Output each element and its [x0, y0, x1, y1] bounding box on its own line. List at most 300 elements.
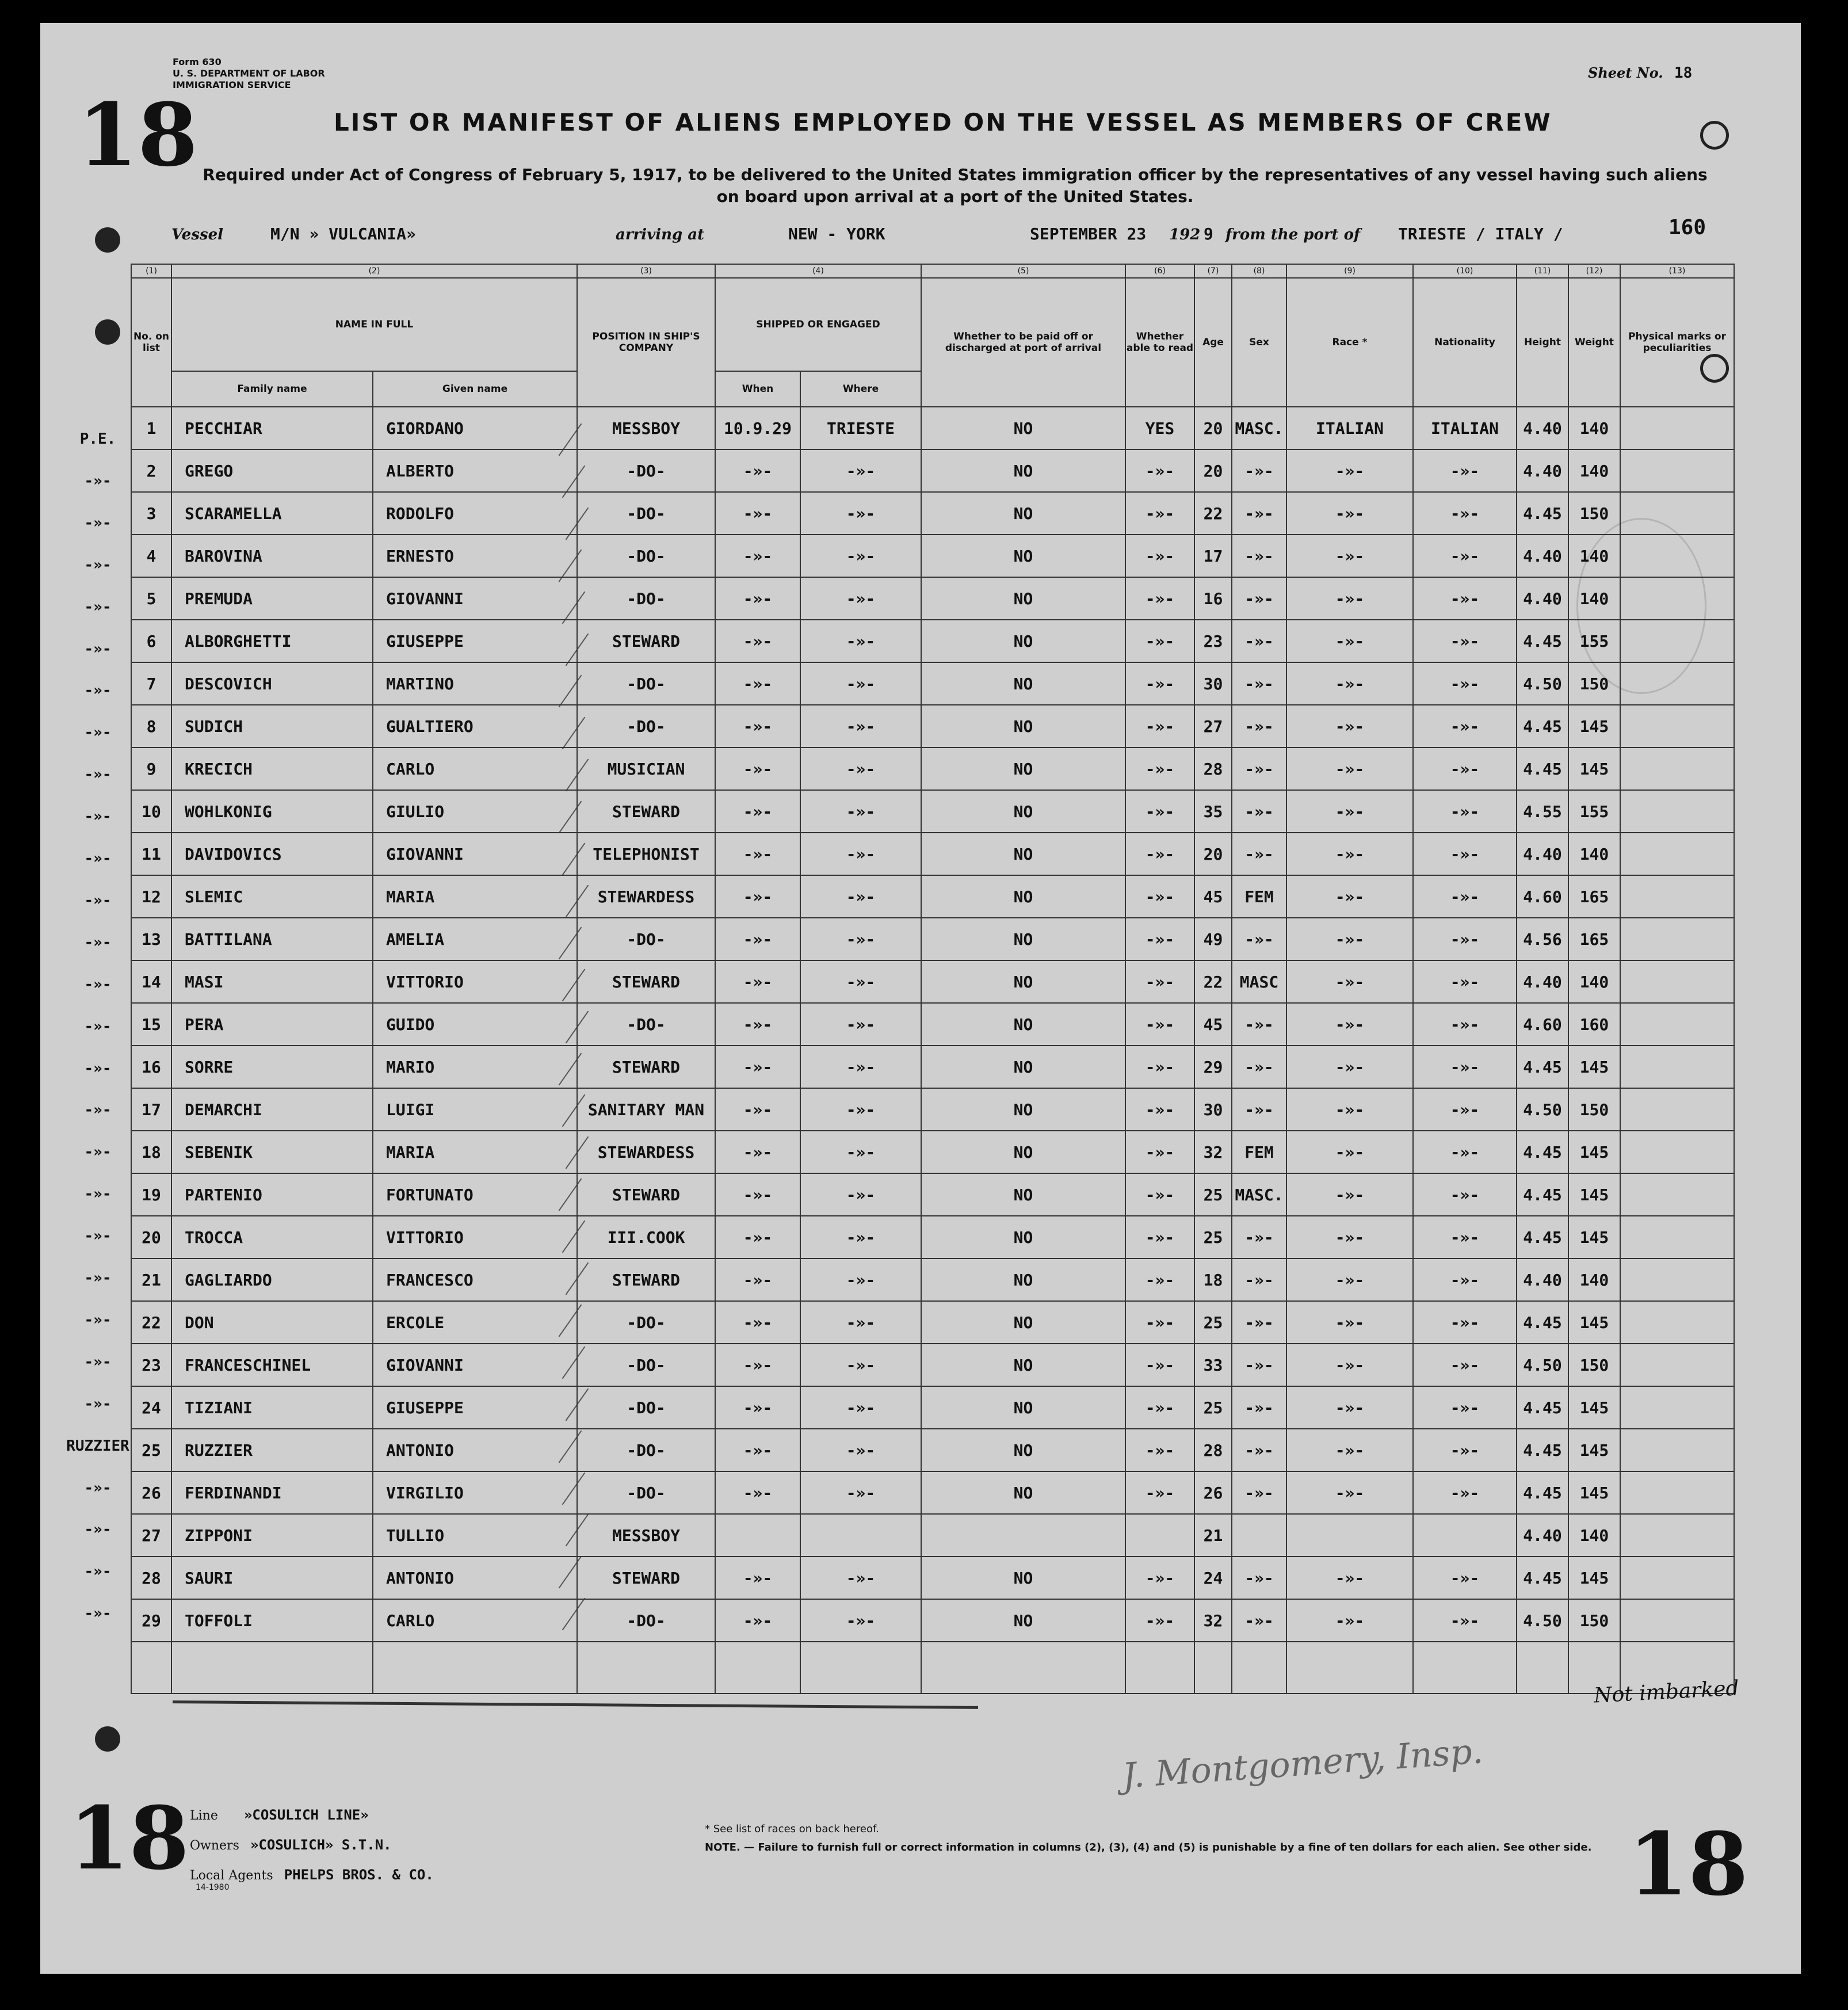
paid-off: NO: [921, 790, 1125, 833]
position: -DO-: [577, 449, 715, 492]
row-number: 13: [131, 918, 171, 960]
paid-off: NO: [921, 662, 1125, 705]
age: 22: [1194, 492, 1232, 535]
col-race: Race *: [1286, 278, 1413, 407]
able-to-read: -»-: [1125, 1216, 1194, 1258]
table-row: [131, 918, 1734, 960]
physical-marks: [1620, 449, 1734, 492]
physical-marks: [1620, 1046, 1734, 1088]
physical-marks: [1620, 492, 1734, 535]
shipped-when: -»-: [715, 875, 800, 918]
weight: 145: [1568, 1557, 1620, 1599]
table-row: [131, 960, 1734, 1003]
race: -»-: [1286, 1557, 1413, 1599]
height: 4.45: [1517, 1471, 1568, 1514]
table-row: [131, 1216, 1734, 1258]
shipped-when: -»-: [715, 449, 800, 492]
paid-off: NO: [921, 535, 1125, 577]
weight: 140: [1568, 960, 1620, 1003]
race: -»-: [1286, 577, 1413, 620]
age: 18: [1194, 1258, 1232, 1301]
table-row: [131, 620, 1734, 662]
col-1-number: (1): [131, 264, 171, 278]
sex: -»-: [1232, 1557, 1286, 1599]
nationality: ITALIAN: [1413, 407, 1517, 449]
sex: -»-: [1232, 535, 1286, 577]
shipped-where: -»-: [800, 960, 921, 1003]
family-name: PECCHIAR: [171, 407, 373, 449]
physical-marks: [1620, 1088, 1734, 1131]
able-to-read: -»-: [1125, 790, 1194, 833]
position: MUSICIAN: [577, 747, 715, 790]
able-to-read: -»-: [1125, 747, 1194, 790]
table-row: [131, 449, 1734, 492]
position: -DO-: [577, 1344, 715, 1386]
given-name: GUIDO: [373, 1003, 577, 1046]
sex: -»-: [1232, 918, 1286, 960]
position: -DO-: [577, 1301, 715, 1344]
age: 20: [1194, 407, 1232, 449]
able-to-read: -»-: [1125, 449, 1194, 492]
race: [1286, 1514, 1413, 1557]
vessel-name: M/N » VULCANIA»: [270, 224, 416, 243]
race: -»-: [1286, 1173, 1413, 1216]
age: 45: [1194, 1003, 1232, 1046]
row-margin-mark: P.E.: [79, 430, 116, 448]
able-to-read: -»-: [1125, 1344, 1194, 1386]
able-to-read: -»-: [1125, 577, 1194, 620]
able-to-read: -»-: [1125, 1131, 1194, 1173]
shipped-when: -»-: [715, 1301, 800, 1344]
sex: -»-: [1232, 747, 1286, 790]
shipped-where: -»-: [800, 1173, 921, 1216]
given-name: CARLO: [373, 747, 577, 790]
able-to-read: -»-: [1125, 1003, 1194, 1046]
row-number: 23: [131, 1344, 171, 1386]
sex: -»-: [1232, 705, 1286, 747]
shipped-where: -»-: [800, 1386, 921, 1429]
able-to-read: -»-: [1125, 1301, 1194, 1344]
weight: 145: [1568, 1301, 1620, 1344]
physical-marks: [1620, 833, 1734, 875]
shipped-when: -»-: [715, 1088, 800, 1131]
col-6-number: (6): [1125, 264, 1194, 278]
race: -»-: [1286, 960, 1413, 1003]
height: 4.56: [1517, 918, 1568, 960]
weight: 155: [1568, 620, 1620, 662]
col-4-number: (4): [715, 264, 921, 278]
weight: 140: [1568, 577, 1620, 620]
height: 4.45: [1517, 620, 1568, 662]
weight: 150: [1568, 1599, 1620, 1642]
table-row: [131, 705, 1734, 747]
weight: 145: [1568, 1429, 1620, 1471]
family-name: MASI: [171, 960, 373, 1003]
row-number: 4: [131, 535, 171, 577]
weight: 140: [1568, 1258, 1620, 1301]
row-margin-mark: -»-: [84, 933, 112, 951]
row-number: 12: [131, 875, 171, 918]
sex: -»-: [1232, 1429, 1286, 1471]
position: STEWARD: [577, 620, 715, 662]
col-3-number: (3): [577, 264, 715, 278]
row-margin-mark: -»-: [84, 1227, 112, 1245]
height: 4.40: [1517, 1258, 1568, 1301]
physical-marks: [1620, 1301, 1734, 1344]
family-name: KRECICH: [171, 747, 373, 790]
height: 4.50: [1517, 1088, 1568, 1131]
race: -»-: [1286, 833, 1413, 875]
subtitle: Required under Act of Congress of February 5, 1917, to be delivered to the United States immigration officer by the representatives of any vessel having such aliens on board upon arrival at a port of the United States.: [203, 165, 1708, 206]
paid-off: NO: [921, 875, 1125, 918]
col-9-number: (9): [1286, 264, 1413, 278]
sex: -»-: [1232, 833, 1286, 875]
row-number: 7: [131, 662, 171, 705]
given-name: MARTINO: [373, 662, 577, 705]
inspector-signature: J. Montgomery, Insp.: [1121, 1731, 1484, 1797]
table-row: [131, 790, 1734, 833]
height: 4.50: [1517, 662, 1568, 705]
race: -»-: [1286, 1003, 1413, 1046]
arriving-label: arriving at: [616, 226, 705, 243]
shipped-where: -»-: [800, 1344, 921, 1386]
vessel-line: [0, 216, 1848, 250]
table-row: [131, 1386, 1734, 1429]
position: -DO-: [577, 662, 715, 705]
sex: -»-: [1232, 1386, 1286, 1429]
shipped-when: -»-: [715, 1003, 800, 1046]
row-margin-mark: -»-: [84, 514, 112, 532]
race: -»-: [1286, 662, 1413, 705]
family-name: DAVIDOVICS: [171, 833, 373, 875]
shipped-where: -»-: [800, 747, 921, 790]
family-name: BATTILANA: [171, 918, 373, 960]
weight: 145: [1568, 1471, 1620, 1514]
age: 27: [1194, 705, 1232, 747]
shipped-where: -»-: [800, 1471, 921, 1514]
table-row: [131, 492, 1734, 535]
physical-marks: [1620, 662, 1734, 705]
given-name: LUIGI: [373, 1088, 577, 1131]
row-number: 26: [131, 1471, 171, 1514]
shipped-when: -»-: [715, 705, 800, 747]
nationality: -»-: [1413, 1386, 1517, 1429]
position: -DO-: [577, 918, 715, 960]
footer-agents: Local Agents PHELPS BROS. & CO. 14-1980: [190, 1867, 434, 1892]
shipped-where: -»-: [800, 1003, 921, 1046]
physical-marks: [1620, 620, 1734, 662]
family-name: SUDICH: [171, 705, 373, 747]
paid-off: NO: [921, 449, 1125, 492]
race: -»-: [1286, 620, 1413, 662]
shipped-when: -»-: [715, 960, 800, 1003]
weight: 150: [1568, 1344, 1620, 1386]
table-row: [131, 535, 1734, 577]
family-name: TROCCA: [171, 1216, 373, 1258]
weight: 140: [1568, 449, 1620, 492]
shipped-where: -»-: [800, 449, 921, 492]
able-to-read: -»-: [1125, 918, 1194, 960]
nationality: -»-: [1413, 1088, 1517, 1131]
nationality: -»-: [1413, 1173, 1517, 1216]
row-number: 14: [131, 960, 171, 1003]
able-to-read: -»-: [1125, 662, 1194, 705]
family-name: DON: [171, 1301, 373, 1344]
height: 4.40: [1517, 535, 1568, 577]
position: MESSBOY: [577, 1514, 715, 1557]
height: 4.40: [1517, 960, 1568, 1003]
row-number: 19: [131, 1173, 171, 1216]
row-number: 16: [131, 1046, 171, 1088]
weight: 145: [1568, 705, 1620, 747]
race: -»-: [1286, 875, 1413, 918]
race: -»-: [1286, 705, 1413, 747]
able-to-read: -»-: [1125, 1599, 1194, 1642]
able-to-read: -»-: [1125, 620, 1194, 662]
given-name: GIOVANNI: [373, 577, 577, 620]
height: 4.45: [1517, 747, 1568, 790]
race: -»-: [1286, 449, 1413, 492]
weight: 145: [1568, 1131, 1620, 1173]
family-name: FRANCESCHINEL: [171, 1344, 373, 1386]
family-name: SLEMIC: [171, 875, 373, 918]
physical-marks: [1620, 790, 1734, 833]
shipped-when: -»-: [715, 535, 800, 577]
weight: 145: [1568, 747, 1620, 790]
position: STEWARDESS: [577, 875, 715, 918]
age: 23: [1194, 620, 1232, 662]
corner-number-top: 18: [78, 85, 198, 186]
table-row: [131, 1514, 1734, 1557]
shipped-where: [800, 1514, 921, 1557]
col-12-number: (12): [1568, 264, 1620, 278]
nationality: -»-: [1413, 1003, 1517, 1046]
row-number: 11: [131, 833, 171, 875]
table-row: [131, 875, 1734, 918]
position: STEWARD: [577, 1046, 715, 1088]
shipped-when: -»-: [715, 1386, 800, 1429]
col-13-number: (13): [1620, 264, 1734, 278]
weight: 145: [1568, 1386, 1620, 1429]
height: 4.45: [1517, 492, 1568, 535]
shipped-when: -»-: [715, 1471, 800, 1514]
age: 28: [1194, 1429, 1232, 1471]
row-number: 15: [131, 1003, 171, 1046]
row-margin-mark: -»-: [84, 1185, 112, 1203]
nationality: -»-: [1413, 790, 1517, 833]
row-margin-mark: -»-: [84, 891, 112, 909]
able-to-read: -»-: [1125, 705, 1194, 747]
weight: 165: [1568, 875, 1620, 918]
weight: 150: [1568, 1088, 1620, 1131]
given-name: GIOVANNI: [373, 833, 577, 875]
row-margin-mark: -»-: [84, 1311, 112, 1329]
given-name: VITTORIO: [373, 1216, 577, 1258]
race: -»-: [1286, 1258, 1413, 1301]
footer-owners: Owners »COSULICH» S.T.N.: [190, 1837, 392, 1853]
physical-marks: [1620, 1131, 1734, 1173]
sex: FEM: [1232, 1131, 1286, 1173]
given-name: FORTUNATO: [373, 1173, 577, 1216]
punch-hole: [95, 1726, 120, 1752]
height: 4.40: [1517, 449, 1568, 492]
weight: 145: [1568, 1216, 1620, 1258]
physical-marks: [1620, 918, 1734, 960]
row-margin-mark: -»-: [84, 1101, 112, 1119]
height: 4.60: [1517, 875, 1568, 918]
nationality: -»-: [1413, 747, 1517, 790]
paid-off: NO: [921, 1429, 1125, 1471]
race: -»-: [1286, 1088, 1413, 1131]
sex: [1232, 1514, 1286, 1557]
family-name: DEMARCHI: [171, 1088, 373, 1131]
position: -DO-: [577, 1386, 715, 1429]
sex: -»-: [1232, 662, 1286, 705]
race: -»-: [1286, 1131, 1413, 1173]
col-weight: Weight: [1568, 278, 1620, 407]
table-row: [131, 1557, 1734, 1599]
nationality: -»-: [1413, 1131, 1517, 1173]
race: -»-: [1286, 747, 1413, 790]
able-to-read: -»-: [1125, 1429, 1194, 1471]
nationality: -»-: [1413, 1301, 1517, 1344]
race: -»-: [1286, 1599, 1413, 1642]
family-name: ZIPPONI: [171, 1514, 373, 1557]
nationality: -»-: [1413, 449, 1517, 492]
physical-marks: [1620, 577, 1734, 620]
paid-off: [921, 1514, 1125, 1557]
races-note: * See list of races on back hereof.: [705, 1823, 879, 1835]
paid-off: NO: [921, 1301, 1125, 1344]
physical-marks: [1620, 1173, 1734, 1216]
crew-manifest-table: [131, 264, 1735, 1694]
family-name: FERDINANDI: [171, 1471, 373, 1514]
nationality: -»-: [1413, 1216, 1517, 1258]
physical-marks: [1620, 1003, 1734, 1046]
position: III.COOK: [577, 1216, 715, 1258]
weight: 140: [1568, 1514, 1620, 1557]
col-when: When: [715, 371, 800, 407]
arrival-date: SEPTEMBER 23: [1030, 224, 1147, 243]
row-number: 1: [131, 407, 171, 449]
shipped-when: -»-: [715, 1557, 800, 1599]
shipped-where: -»-: [800, 1046, 921, 1088]
given-name: GIUSEPPE: [373, 1386, 577, 1429]
given-name: GIUSEPPE: [373, 620, 577, 662]
paid-off: NO: [921, 1386, 1125, 1429]
shipped-where: -»-: [800, 705, 921, 747]
given-name: GIOVANNI: [373, 1344, 577, 1386]
shipped-where: TRIESTE: [800, 407, 921, 449]
shipped-where: -»-: [800, 1599, 921, 1642]
weight: 145: [1568, 1173, 1620, 1216]
paid-off: NO: [921, 1557, 1125, 1599]
sex: -»-: [1232, 1301, 1286, 1344]
age: 20: [1194, 449, 1232, 492]
shipped-where: -»-: [800, 790, 921, 833]
shipped-where: -»-: [800, 1131, 921, 1173]
physical-marks: [1620, 1557, 1734, 1599]
height: 4.60: [1517, 1003, 1568, 1046]
shipped-when: -»-: [715, 747, 800, 790]
position: -DO-: [577, 1599, 715, 1642]
row-margin-mark: -»-: [84, 556, 112, 574]
table-row: [131, 1344, 1734, 1386]
position: MESSBOY: [577, 407, 715, 449]
table-row: [131, 1088, 1734, 1131]
able-to-read: -»-: [1125, 1386, 1194, 1429]
paid-off: NO: [921, 492, 1125, 535]
shipped-where: -»-: [800, 1429, 921, 1471]
able-to-read: -»-: [1125, 1557, 1194, 1599]
col-10-number: (10): [1413, 264, 1517, 278]
physical-marks: [1620, 705, 1734, 747]
family-name: TOFFOLI: [171, 1599, 373, 1642]
col-7-number: (7): [1194, 264, 1232, 278]
row-margin-mark: -»-: [84, 682, 112, 700]
position: -DO-: [577, 1471, 715, 1514]
row-margin-mark: -»-: [84, 850, 112, 867]
nationality: -»-: [1413, 1471, 1517, 1514]
row-number: 5: [131, 577, 171, 620]
paid-off: NO: [921, 1216, 1125, 1258]
sheet-label: Sheet No.: [1588, 64, 1663, 81]
weight: 160: [1568, 1003, 1620, 1046]
from-label: from the port of: [1225, 226, 1361, 243]
crew-count: 160: [1668, 216, 1706, 239]
position: -DO-: [577, 535, 715, 577]
age: 45: [1194, 875, 1232, 918]
shipped-when: -»-: [715, 662, 800, 705]
able-to-read: -»-: [1125, 1258, 1194, 1301]
col-able-to-read: Whether able to read: [1125, 278, 1194, 407]
sex: -»-: [1232, 1003, 1286, 1046]
col-2-number: (2): [171, 264, 577, 278]
shipped-when: -»-: [715, 918, 800, 960]
col-shipped-engaged: SHIPPED OR ENGAGED: [715, 278, 921, 371]
race: -»-: [1286, 1344, 1413, 1386]
row-margin-mark: -»-: [84, 1563, 112, 1581]
paid-off: NO: [921, 1344, 1125, 1386]
shipped-when: -»-: [715, 1599, 800, 1642]
height: 4.40: [1517, 577, 1568, 620]
table-row: [131, 1131, 1734, 1173]
paid-off: NO: [921, 577, 1125, 620]
row-margin-mark: -»-: [84, 1479, 112, 1497]
able-to-read: [1125, 1514, 1194, 1557]
age: 28: [1194, 747, 1232, 790]
sex: -»-: [1232, 1046, 1286, 1088]
age: 26: [1194, 1471, 1232, 1514]
height: 4.45: [1517, 1557, 1568, 1599]
row-margin-mark: -»-: [84, 1059, 112, 1077]
table-row: [131, 1173, 1734, 1216]
row-number: 21: [131, 1258, 171, 1301]
nationality: -»-: [1413, 1599, 1517, 1642]
shipped-when: -»-: [715, 1046, 800, 1088]
race: ITALIAN: [1286, 407, 1413, 449]
given-name: VITTORIO: [373, 960, 577, 1003]
corner-number-bottom-right: 18: [1628, 1814, 1748, 1915]
row-number: 3: [131, 492, 171, 535]
paid-off: NO: [921, 960, 1125, 1003]
height: 4.45: [1517, 1386, 1568, 1429]
given-name: VIRGILIO: [373, 1471, 577, 1514]
family-name: WOHLKONIG: [171, 790, 373, 833]
physical-marks: [1620, 1216, 1734, 1258]
col-paid-off: Whether to be paid off or discharged at port of arrival: [921, 278, 1125, 407]
col-5-number: (5): [921, 264, 1125, 278]
